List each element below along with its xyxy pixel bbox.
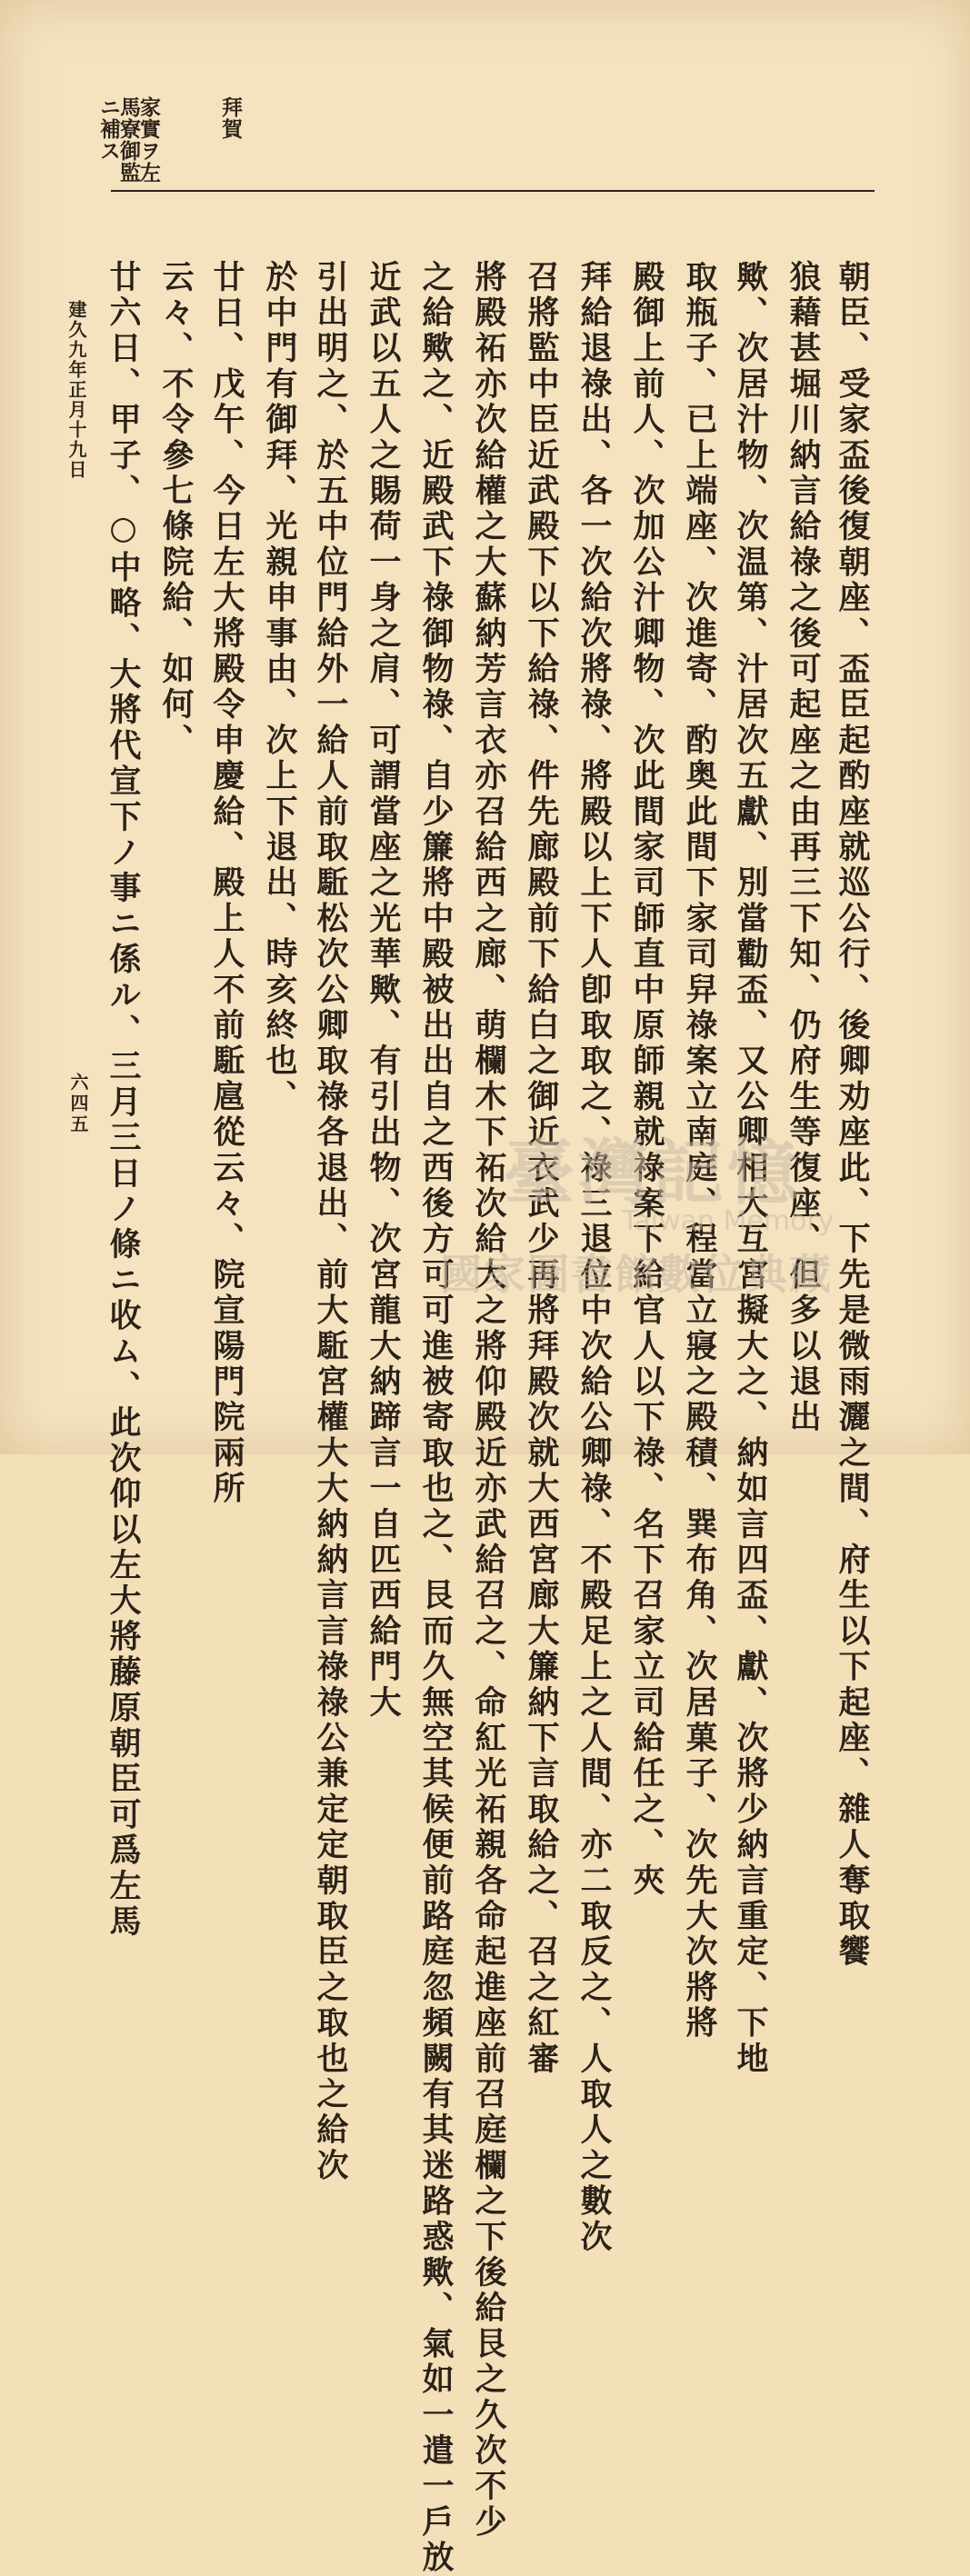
margin-note-baiga: 拜賀 <box>218 96 243 140</box>
margin-note-line1: 家實ヲ左 <box>136 96 161 184</box>
text-column: 朝臣、受家盃後復朝座、盃臣起酌座就巡公行、後卿劝座此、下先是微雨灑之間、府生以下起座、雜人奪取饗 <box>834 260 871 1971</box>
page-number: 六四五 <box>67 1073 89 1135</box>
text-column: 拜給退祿出、各一次給次將祿、將殿以上下人卽取取之、祿三退位中次給公卿祿、不殿足上之人間、亦二取反之、人取人之數次 <box>575 260 613 2256</box>
margin-note-line2: 馬寮御監 <box>116 96 141 184</box>
text-column: 召將監中臣近武殿下以下給祿、件先廊殿前下給白之御近衣武少再將拜殿次就大西宮廊大簾納下言取給之、召之紅審 <box>523 260 560 2078</box>
watermark <box>440 1107 876 1298</box>
text-column: 殿御上前人、次加公汁卿物、次此間家司師直中原師親就祿案下給官人以下祿、名下召家立司給任之、夾 <box>628 260 665 1900</box>
watermark-subtitle: 國家圖書館數位典藏 <box>440 1250 833 1299</box>
text-column: 引出明之、於五中位門給外一給人前取駈松次公卿取祿各退出、前大駈宮權大大納納言言祿祿公兼定定朝取臣之取也之給次 <box>312 260 349 2184</box>
text-column: 廿日、戊午、今日左大將殿令申慶給、殿上人不前駈扈從云々、院宣陽門院兩所 <box>208 260 245 1507</box>
watermark-english: Taiwan Memory <box>622 1205 835 1237</box>
text-column: 於中門有御拜、光親申事由、次上下退出、時亥終也、 <box>261 260 298 1115</box>
margin-note-line3: ニ補ス <box>96 96 121 162</box>
text-column: 取瓶子、已上端座、次進寄、酌奥此間下家司舁祿案立南庭、程當立寢之殿積、巽布角、次居菓子、次先大次將將 <box>681 260 718 2042</box>
text-column: 將殿祏亦次給權之大蘇納芳言衣亦召給西之廊、萌欄木下祏次給大之將仰殿近亦武給召之、命紅光祏親各命起進座前召庭欄之下後給艮之久次不少 <box>470 260 507 2541</box>
footer-date: 建久九年正月十九日 <box>65 300 87 480</box>
text-column: 歟、次居汁物、次温第、汁居次五獻、別當勸盃、又公卿相大互宮擬大之、納如言四盃、獻、次將少納言重定、下地 <box>732 260 769 2078</box>
text-column: 之給歟之、近殿武下祿御物祿、自少簾將中殿被出出自之西後方可可進被寄取也之、艮而久無空其候便前路庭忽頻闕有其迷路惑歟、氣如一遣一戶放 <box>417 260 455 2576</box>
text-column: 近武以五人之賜荷一身之肩、可謂當座之光華歟、有引出物、次宮龍大納蹄言一自匹西給門大 <box>365 260 402 1722</box>
watermark-title: 臺灣記憶 <box>504 1132 803 1214</box>
text-column: 云々、不令參七條院給、如何、 <box>157 260 195 759</box>
text-column: 狼藉甚堀川納言給祿之後可起座之由再三下知、仍府生等復座、但多以退出 <box>785 260 822 1436</box>
text-column: 廿六日、甲子、○中略、大將代宣下ノ事ニ係ル、三月三日ノ條ニ收ム、此次仰以左大將藤原朝臣可爲左馬 <box>105 260 142 1941</box>
